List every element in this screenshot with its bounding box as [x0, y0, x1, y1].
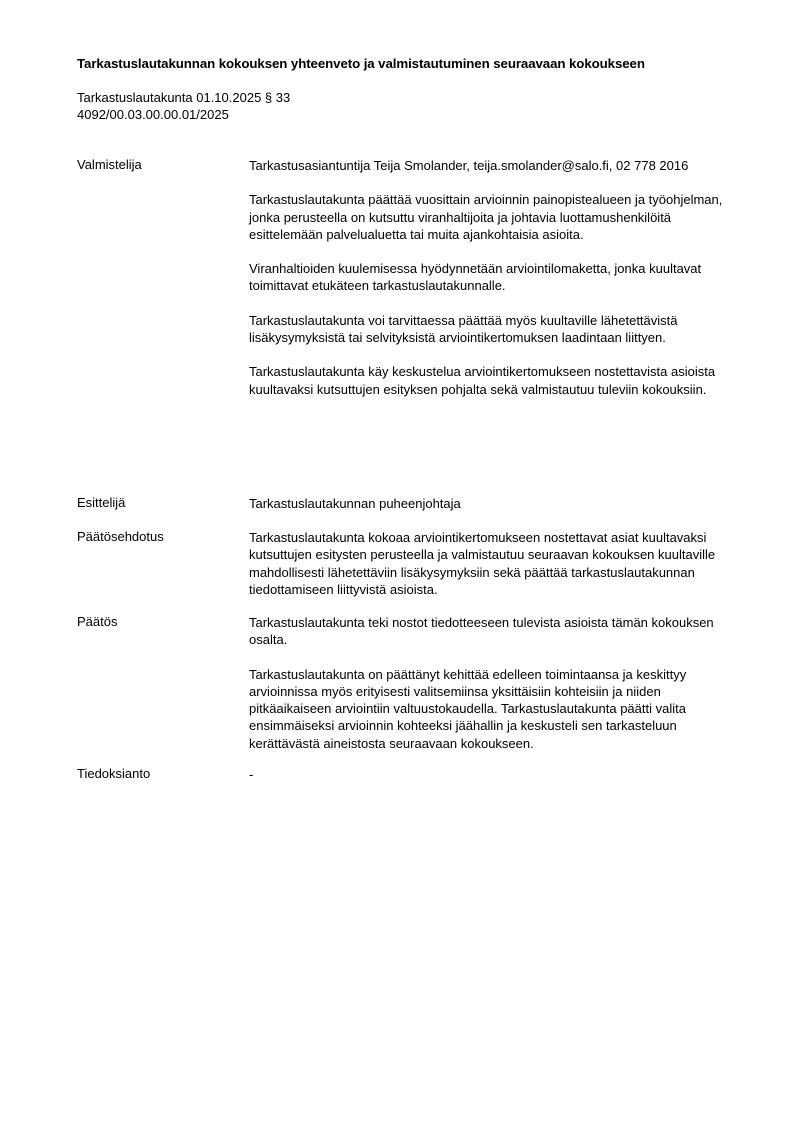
paragraph: Tarkastuslautakunta voi tarvittaessa päättää myös kuultaville lähetettävistä lisäkysymyksistä tai selvityksistä arviointikertomuksen laadintaan liittyen. [249, 312, 678, 346]
section-label: Päätösehdotus [77, 529, 164, 544]
section-label: Esittelijä [77, 495, 126, 510]
paragraph: Tarkastuslautakunta käy keskustelua arviointikertomukseen nostettavista asioista kuultavaksi kutsuttujen esityksen pohjalta sekä valmistautuu tuleviin kokouksiin. [249, 364, 716, 397]
paragraph: Tarkastuslautakunta teki nostot tiedotteeseen tulevista asioista tämän kokouksen osalta. [249, 615, 714, 648]
paragraph: Tarkastuslautakunnan puheenjohtaja [249, 496, 461, 511]
section-label: Valmistelija [77, 157, 142, 172]
document-meta [77, 90, 290, 123]
paragraph: Viranhaltioiden kuulemisessa hyödynnetään arviointilomaketta, jonka kuultavat toimittavat etukäteen tarkastuslautakunnalle. [249, 261, 702, 294]
section-content [249, 614, 739, 752]
section-content [249, 766, 739, 783]
document-title: Tarkastuslautakunnan kokouksen yhteenveto ja valmistautuminen seuraavaan kokoukseen [77, 56, 645, 71]
meeting-line: Tarkastuslautakunta 01.10.2025 § 33 [77, 90, 291, 105]
paragraph: Tarkastuslautakunta on päättänyt kehittää edelleen toimintaansa ja keskittyy arvioinnissa myös erityisesti valitsemiinsa yksittäisiin kohteisiin ja niiden pitkäaikaiseen arviointiin valtuustokaudella. Tarkastuslautakunta päätti valita ensimmäiseksi arvioinnin kohteeksi jäähallin ja keskusteli sen tarkasteluun kerättävästä aineistosta seuraavaan kokoukseen. [249, 666, 687, 751]
section-label: Tiedoksianto [77, 766, 151, 781]
section-content [249, 495, 739, 512]
paragraph: - [249, 767, 254, 782]
section-label: Päätös [77, 614, 118, 629]
section-content [249, 529, 739, 598]
paragraph: Tarkastuslautakunta kokoaa arviointikertomukseen nostettavat asiat kuultavaksi kutsuttujen esitysten perusteella ja valmistautuu seuraavan kokouksen kuultaville mahdollisesti lähetettäviin lisäkysymyksiin sekä päättää tarkastuslautakunnan tiedottamiseen liittyvistä asioista. [249, 530, 716, 597]
section-content [249, 157, 739, 398]
record-number: 4092/00.03.00.00.01/2025 [77, 106, 229, 122]
paragraph: Tarkastuslautakunta päättää vuosittain arvioinnin painopistealueen ja työohjelman, jonka perusteella on kutsuttu viranhaltijoita ja johtavia luottamushenkilöitä esittelemään palvelualuetta tai muita ajankohtaisia asioita. [249, 192, 723, 242]
paragraph: Tarkastusasiantuntija Teija Smolander, teija.smolander@salo.fi, 02 778 2016 [249, 158, 689, 173]
